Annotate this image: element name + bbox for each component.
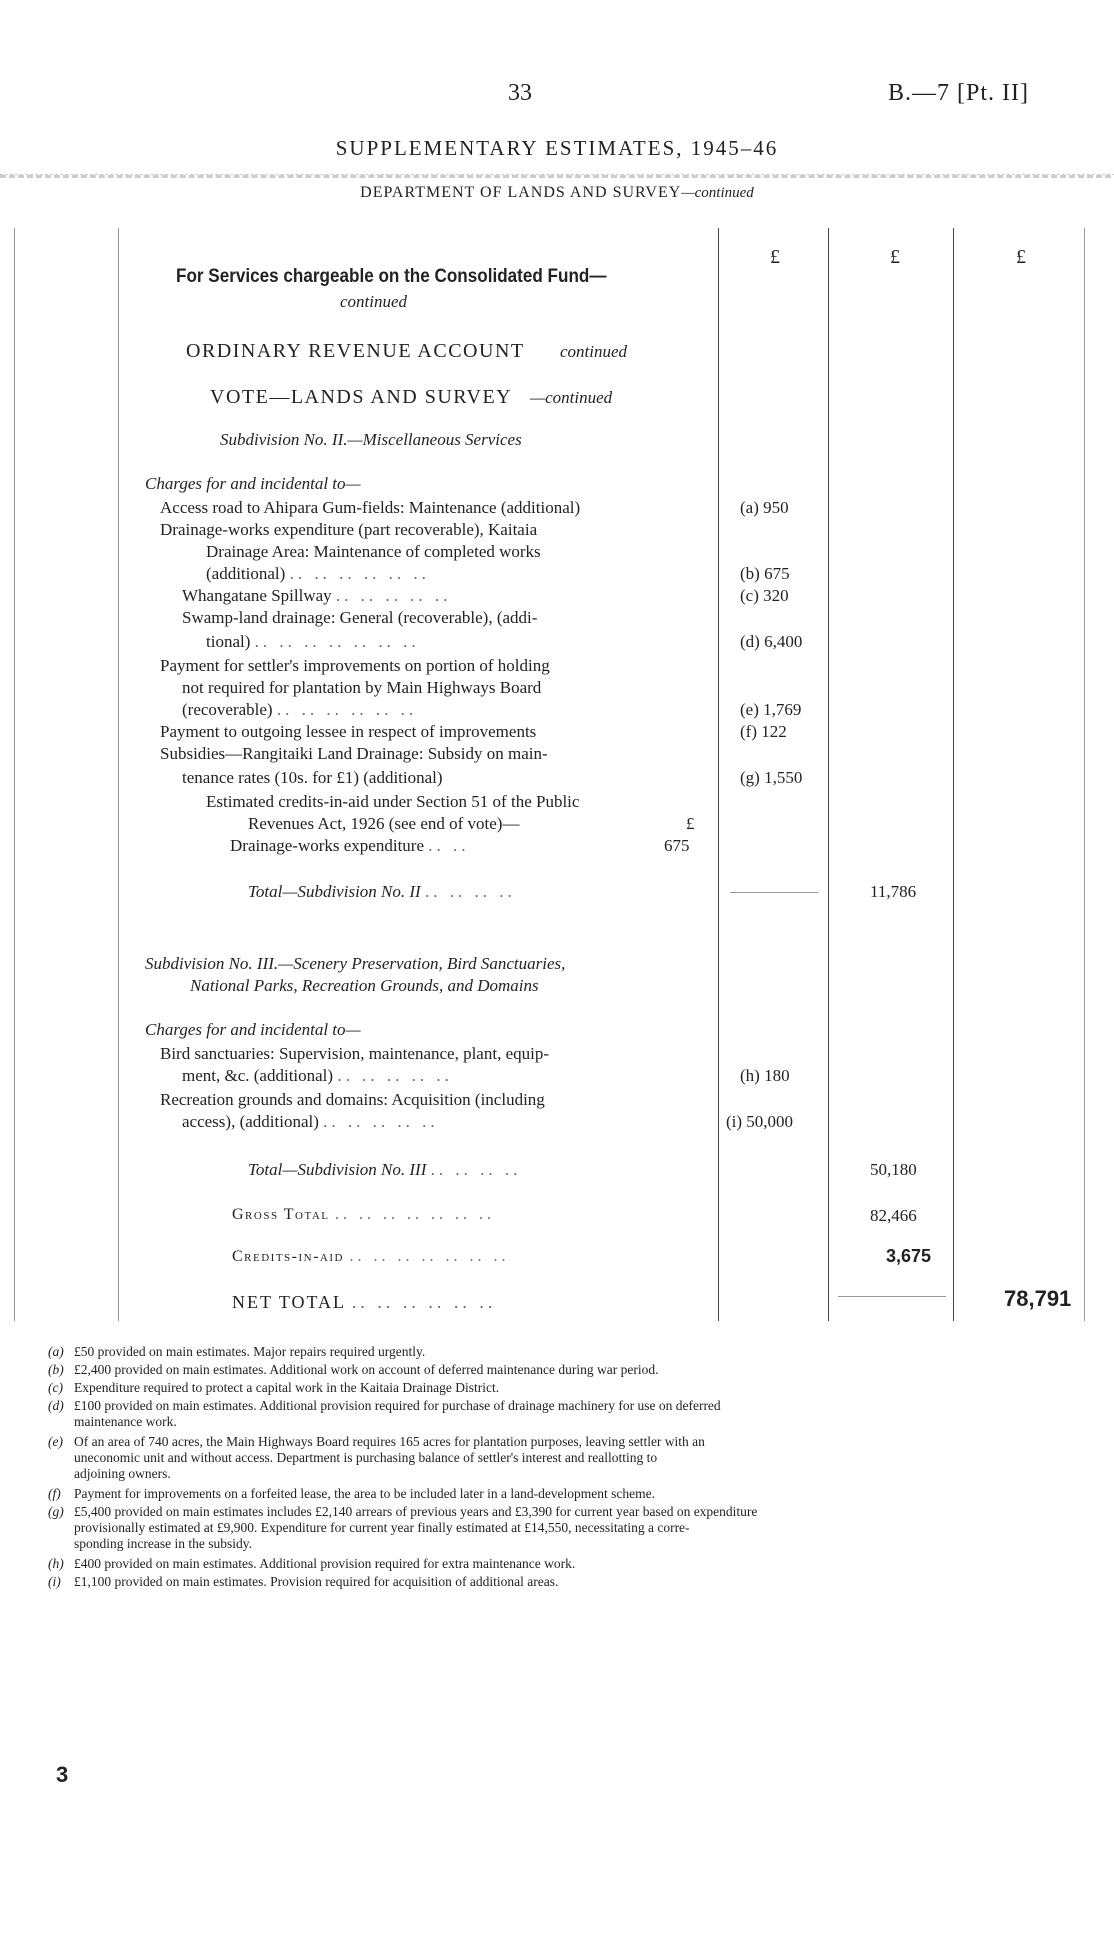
sub2-item-swamp-land-amount: (d) 6,400	[740, 632, 803, 651]
currency-header-1: £	[770, 246, 780, 268]
credits-in-aid-amount: 3,675	[886, 1246, 932, 1266]
sub2-credits-currency: £	[686, 814, 695, 833]
sub2-item-outgoing-lessee-amount: (f) 122	[740, 722, 787, 741]
sub2-item-subsidies-line2: tenance rates (10s. for £1) (additional)	[182, 768, 443, 787]
footnote-d: (d) £100 provided on main estimates. Additional provision required for purchase of drainage machinery for use on deferred	[48, 1398, 721, 1413]
document-reference: B.—7 [Pt. II]	[888, 80, 1029, 106]
section-heading: For Services chargeable on the Consolidated Fund—	[176, 266, 607, 287]
footnote-g-cont: provisionally estimated at £9,900. Expenditure for current year finally estimated at £14,550, necessitating a corre-	[74, 1520, 690, 1535]
sub3-total-amount: 50,180	[870, 1160, 917, 1179]
sub2-item-swamp-land-line2: tional) .. .. .. .. .. .. ..	[206, 632, 420, 651]
net-total-label: NET TOTAL .. .. .. .. .. ..	[232, 1292, 497, 1312]
subdivision-2-title: Subdivision No. II.—Miscellaneous Services	[220, 430, 522, 449]
currency-header-2: £	[890, 246, 900, 268]
gross-total-label: Gross Total .. .. .. .. .. .. ..	[232, 1206, 496, 1223]
sub2-credits-drainage-amount: 675	[664, 836, 690, 855]
sheet-number: 3	[56, 1762, 69, 1787]
net-total-amount: 78,791	[1004, 1286, 1072, 1311]
footnote-g-cont2: sponding increase in the subsidy.	[74, 1536, 252, 1551]
sub3-item-recreation-grounds-amount: (i) 50,000	[726, 1112, 794, 1131]
footnote-i: (i) £1,100 provided on main estimates. Provision required for acquisition of additional areas.	[48, 1574, 559, 1589]
sub2-item-whangatane-amount: (c) 320	[740, 586, 789, 605]
footnote-e: (e) Of an area of 740 acres, the Main Highways Board requires 165 acres for plantation purposes, leaving settler with an	[48, 1434, 705, 1449]
footnote-a: (a) £50 provided on main estimates. Major repairs required urgently.	[48, 1344, 426, 1359]
sub2-item-settler-payment-line2: not required for plantation by Main Highways Board	[182, 678, 542, 697]
vote-heading-continued: —continued	[530, 388, 613, 407]
currency-header-3: £	[1016, 246, 1026, 268]
section-heading-continued: continued	[340, 292, 408, 311]
page-number: 33	[508, 80, 532, 106]
subdivision-3-charges-label: Charges for and incidental to—	[145, 1020, 361, 1039]
account-heading: ORDINARY REVENUE ACCOUNT	[186, 340, 525, 362]
footnote-f: (f) Payment for improvements on a forfeited lease, the area to be included later in a land-development scheme.	[48, 1486, 656, 1501]
footnote-g: (g) £5,400 provided on main estimates includes £2,140 arrears of previous years and £3,390 for current year based on expenditure	[48, 1504, 758, 1519]
sub2-item-drainage-works: Drainage-works expenditure (part recoverable), Kaitaia	[160, 520, 538, 539]
sub2-item-settler-payment: Payment for settler's improvements on portion of holding	[160, 656, 550, 675]
sub2-total-amount: 11,786	[870, 882, 917, 901]
vote-heading: VOTE—LANDS AND SURVEY	[210, 386, 513, 408]
account-heading-continued: continued	[560, 342, 628, 361]
subdivision-3-title: Subdivision No. III.—Scenery Preservation, Bird Sanctuaries,	[145, 954, 566, 973]
sub3-item-bird-sanctuaries: Bird sanctuaries: Supervision, maintenance, plant, equip-	[160, 1044, 550, 1063]
sub2-item-whangatane: Whangatane Spillway .. .. .. .. ..	[182, 586, 452, 605]
footnote-e-cont2: adjoining owners.	[74, 1466, 171, 1481]
sub3-item-recreation-grounds-line2: access), (additional) .. .. .. .. ..	[182, 1112, 439, 1131]
sub2-item-settler-payment-amount: (e) 1,769	[740, 700, 802, 719]
sub2-item-drainage-works-line3: (additional) .. .. .. .. .. ..	[206, 564, 430, 583]
sub2-credits-in-aid: Estimated credits-in-aid under Section 51 of the Public	[206, 792, 580, 811]
credits-in-aid-label: Credits-in-aid .. .. .. .. .. .. ..	[232, 1248, 510, 1265]
sub2-item-drainage-works-amount: (b) 675	[740, 564, 790, 583]
page-title: SUPPLEMENTARY ESTIMATES, 1945–46	[335, 136, 779, 160]
subdivision-2-charges-label: Charges for and incidental to—	[145, 474, 361, 493]
sub2-item-access-road: Access road to Ahipara Gum-fields: Maintenance (additional)	[160, 498, 581, 517]
sub3-item-bird-sanctuaries-line2: ment, &c. (additional) .. .. .. .. ..	[182, 1066, 453, 1085]
footnote-h: (h) £400 provided on main estimates. Additional provision required for extra maintenance work.	[48, 1556, 576, 1571]
sub2-total-label: Total—Subdivision No. II .. .. .. ..	[248, 882, 516, 901]
sub2-item-drainage-works-line2: Drainage Area: Maintenance of completed works	[206, 542, 541, 561]
gross-total-amount: 82,466	[870, 1206, 917, 1225]
sub2-item-subsidies-amount: (g) 1,550	[740, 768, 803, 787]
footnote-e-cont: uneconomic unit and without access. Department is purchasing balance of settler's interest and reallotting to	[74, 1450, 658, 1465]
sub2-item-outgoing-lessee: Payment to outgoing lessee in respect of improvements	[160, 722, 537, 741]
sub3-item-recreation-grounds: Recreation grounds and domains: Acquisition (including	[160, 1090, 545, 1109]
sub2-credits-drainage: Drainage-works expenditure .. ..	[230, 836, 470, 855]
sub2-credits-in-aid-line2: Revenues Act, 1926 (see end of vote)—	[248, 814, 520, 833]
department-heading: DEPARTMENT OF LANDS AND SURVEY—continued	[360, 184, 754, 201]
footnote-c: (c) Expenditure required to protect a capital work in the Kaitaia Drainage District.	[48, 1380, 500, 1395]
footnote-d-cont: maintenance work.	[74, 1414, 177, 1429]
sub2-item-swamp-land: Swamp-land drainage: General (recoverable), (addi-	[182, 608, 538, 627]
sub2-item-access-road-amount: (a) 950	[740, 498, 789, 517]
sub2-item-subsidies: Subsidies—Rangitaiki Land Drainage: Subsidy on main-	[160, 744, 548, 763]
sub3-total-label: Total—Subdivision No. III .. .. .. ..	[248, 1160, 522, 1179]
sub3-item-bird-sanctuaries-amount: (h) 180	[740, 1066, 790, 1085]
sub2-item-settler-payment-line3: (recoverable) .. .. .. .. .. ..	[182, 700, 418, 719]
footnote-b: (b) £2,400 provided on main estimates. Additional work on account of deferred maintenance during war period.	[48, 1362, 659, 1377]
subdivision-3-title-line2: National Parks, Recreation Grounds, and Domains	[190, 976, 539, 995]
